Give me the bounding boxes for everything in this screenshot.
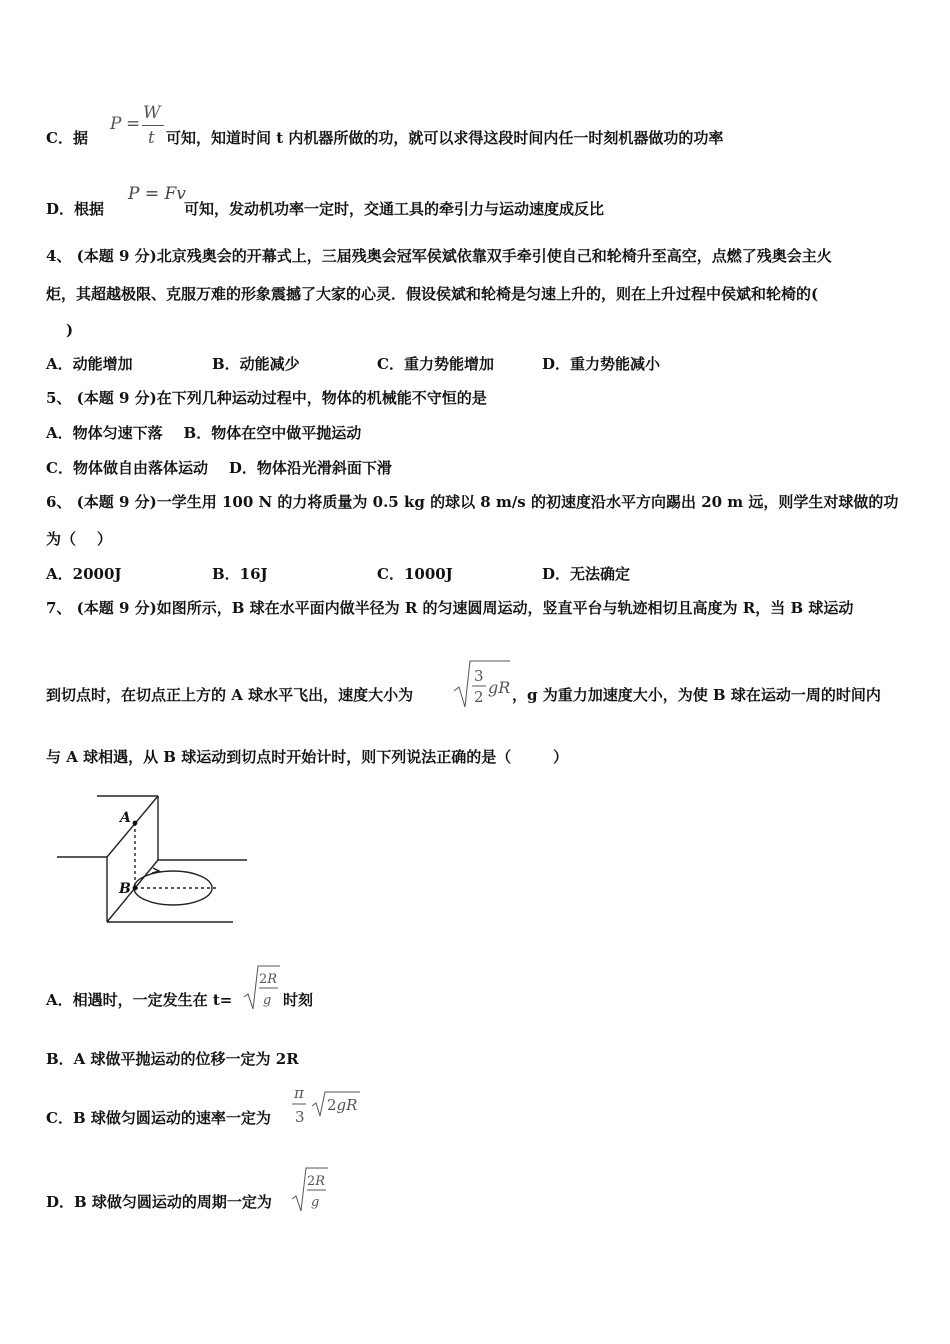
q7-figure — [55, 790, 255, 930]
label-b: B — [119, 881, 131, 897]
option-d-label: D．根据 — [46, 200, 105, 218]
formula-sqrt-3-2-gr — [452, 657, 512, 711]
formula-sqrt-2r-g-a — [242, 963, 282, 1013]
svg-text:2: 2 — [474, 688, 484, 706]
svg-text:3: 3 — [474, 667, 484, 685]
label-a: A — [120, 810, 131, 826]
option-c-label: C．据 — [46, 129, 88, 147]
q6-line1: 6、 (本题 9 分)一学生用 100 N 的力将质量为 0.5 kg 的球以 8 m/s 的初速度沿水平方向踢出 20 m 远，则学生对球做的功 — [46, 493, 899, 511]
q6-option-d: D．无法确定 — [542, 565, 631, 583]
option-c-text: 可知，知道时间 t 内机器所做的功，就可以求得这段时间内任一时刻机器做功的功率 — [166, 129, 724, 147]
q6-option-a: A．2000J — [46, 565, 122, 583]
q4-line1: 4、 (本题 9 分)北京残奥会的开幕式上，三届残奥会冠军侯斌依靠双手牵引使自己和轮椅升至高空，点燃了残奥会主火 — [46, 247, 832, 265]
q7-line3: 与 A 球相遇，从 B 球运动到切点时开始计时，则下列说法正确的是（ ） — [46, 748, 568, 766]
q4-option-b: B．动能减少 — [212, 355, 300, 373]
option-d-text: 可知，发动机功率一定时，交通工具的牵引力与运动速度成反比 — [184, 200, 605, 218]
svg-text:g: g — [311, 1195, 320, 1210]
q6-line2: 为（ ） — [46, 530, 112, 548]
q6-option-b: B．16J — [212, 565, 268, 583]
q7-line1: 7、 (本题 9 分)如图所示，B 球在水平面内做半径为 R 的匀速圆周运动，竖直平台与轨迹相切且高度为 R，当 B 球运动 — [46, 599, 854, 617]
q7-option-c-pre: C．B 球做匀圆运动的速率一定为 — [46, 1109, 271, 1127]
q6-option-c: C．1000J — [377, 565, 453, 583]
svg-text:g: g — [263, 993, 272, 1008]
q4-line2: 炬，其超越极限、克服万难的形象震撼了大家的心灵．假设侯斌和轮椅是匀速上升的，则在上升过程中侯斌和轮椅的( — [46, 285, 819, 303]
option-c-power — [46, 128, 88, 148]
formula-pi-3-sqrt-2gr — [290, 1082, 362, 1130]
q7-option-a-post: 时刻 — [283, 991, 314, 1009]
q4-option-a: A．动能增加 — [46, 355, 133, 373]
svg-text:3: 3 — [295, 1108, 305, 1126]
formula-p-fv: P = Fv — [128, 184, 186, 204]
q5-line1: 5、 (本题 9 分)在下列几种运动过程中，物体的机械能不守恒的是 — [46, 389, 487, 407]
q4-option-d: D．重力势能减小 — [542, 355, 661, 373]
q5-options-row2: C．物体做自由落体运动 D．物体沿光滑斜面下滑 — [46, 459, 392, 477]
q7-option-d-pre: D．B 球做匀圆运动的周期一定为 — [46, 1193, 272, 1211]
svg-text:π: π — [294, 1084, 304, 1102]
svg-text:2gR: 2gR — [327, 1096, 358, 1114]
svg-text:gR: gR — [488, 678, 511, 697]
formula-sqrt-2r-g-d — [290, 1165, 330, 1215]
q7-line2a: 到切点时，在切点正上方的 A 球水平飞出，速度大小为 — [46, 686, 414, 704]
q7-line2b: ，g 为重力加速度大小，为使 B 球在运动一周的时间内 — [512, 686, 881, 704]
q5-options-row1: A．物体匀速下落 B．物体在空中做平抛运动 — [46, 424, 362, 442]
ball-a — [133, 821, 138, 826]
svg-text:2R: 2R — [259, 972, 278, 987]
q4-line3: ) — [66, 321, 74, 339]
svg-text:2R: 2R — [307, 1174, 326, 1189]
ball-b — [133, 886, 138, 891]
q7-option-a-pre: A．相遇时，一定发生在 t= — [46, 991, 233, 1009]
q4-option-c: C．重力势能增加 — [377, 355, 494, 373]
q7-option-b: B．A 球做平抛运动的位移一定为 2R — [46, 1050, 299, 1068]
